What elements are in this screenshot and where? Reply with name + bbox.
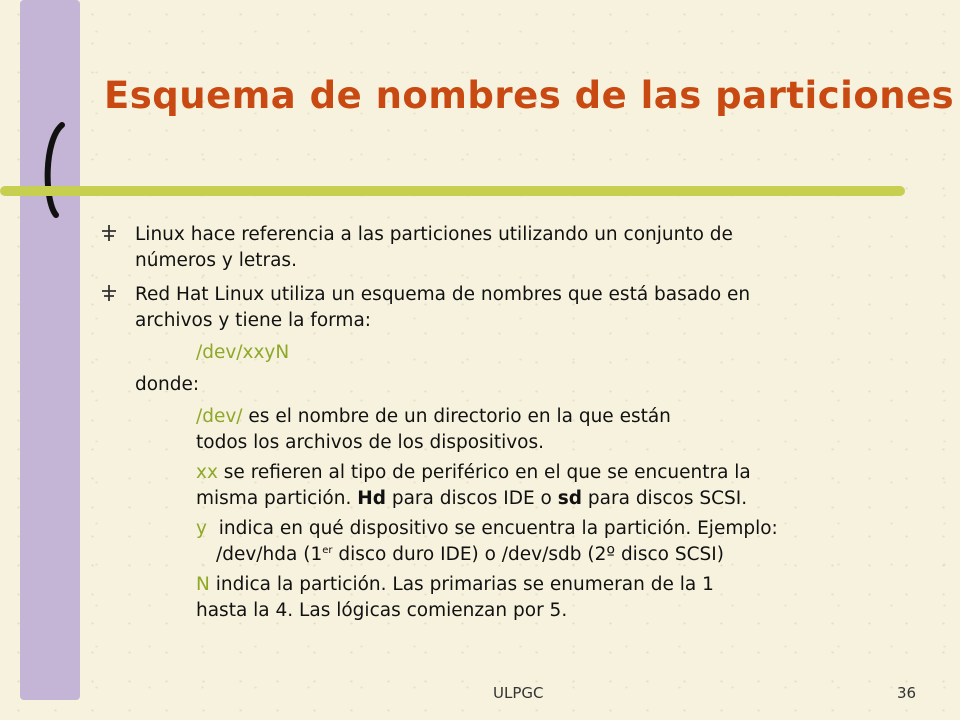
def-xx-line2	[196, 486, 747, 512]
def-y-text-b: disco duro IDE) o /dev/sdb (2º disco SCSI)	[332, 544, 724, 565]
device-pattern: /dev/xxyN	[196, 342, 290, 363]
def-n-text: indica la partición. Las primarias se enumeran de la 1	[209, 574, 714, 595]
pin-bullet-icon	[100, 224, 118, 242]
def-xx-text: se refieren al tipo de periférico en el que se encuentra la	[217, 462, 751, 483]
slide-title: Esquema de nombres de las particiones	[104, 74, 955, 117]
def-dev-line2: todos los archivos de los dispositivos.	[196, 432, 545, 453]
sd-label: sd	[557, 488, 583, 509]
def-xx	[196, 460, 751, 486]
ordinal-sup: er	[322, 544, 333, 556]
bullet-text-line: Red Hat Linux utiliza un esquema de nombres que está basado en	[135, 284, 751, 305]
def-dev	[196, 404, 671, 430]
footer-org: ULPGC	[493, 684, 544, 702]
bullet-text-line: Linux hace referencia a las particiones utilizando un conjunto de	[135, 224, 733, 245]
page-number: 36	[897, 684, 917, 702]
def-xx-text-b: para discos IDE o	[385, 488, 558, 509]
def-y-line2	[216, 542, 724, 568]
def-y	[196, 516, 778, 542]
bullet-text-line: archivos y tiene la forma:	[135, 310, 372, 331]
def-dev-term: /dev/	[196, 406, 243, 427]
donde-label: donde:	[135, 374, 200, 395]
def-y-text: indica en qué dispositivo se encuentra la partición. Ejemplo:	[206, 518, 778, 539]
def-y-text-a: /dev/hda (1	[216, 544, 323, 565]
def-n	[196, 572, 714, 598]
def-xx-text-c: para discos SCSI.	[582, 488, 748, 509]
bullet-text-line: números y letras.	[135, 250, 297, 271]
hd-label: Hd	[357, 488, 386, 509]
pin-bullet-icon	[100, 284, 118, 302]
def-y-term: y	[196, 518, 207, 539]
def-n-term: N	[196, 574, 210, 595]
def-dev-text: es el nombre de un directorio en la que están	[242, 406, 671, 427]
def-n-line2: hasta la 4. Las lógicas comienzan por 5.	[196, 600, 568, 621]
def-xx-text-a: misma partición.	[196, 488, 358, 509]
def-xx-term: xx	[196, 462, 218, 483]
